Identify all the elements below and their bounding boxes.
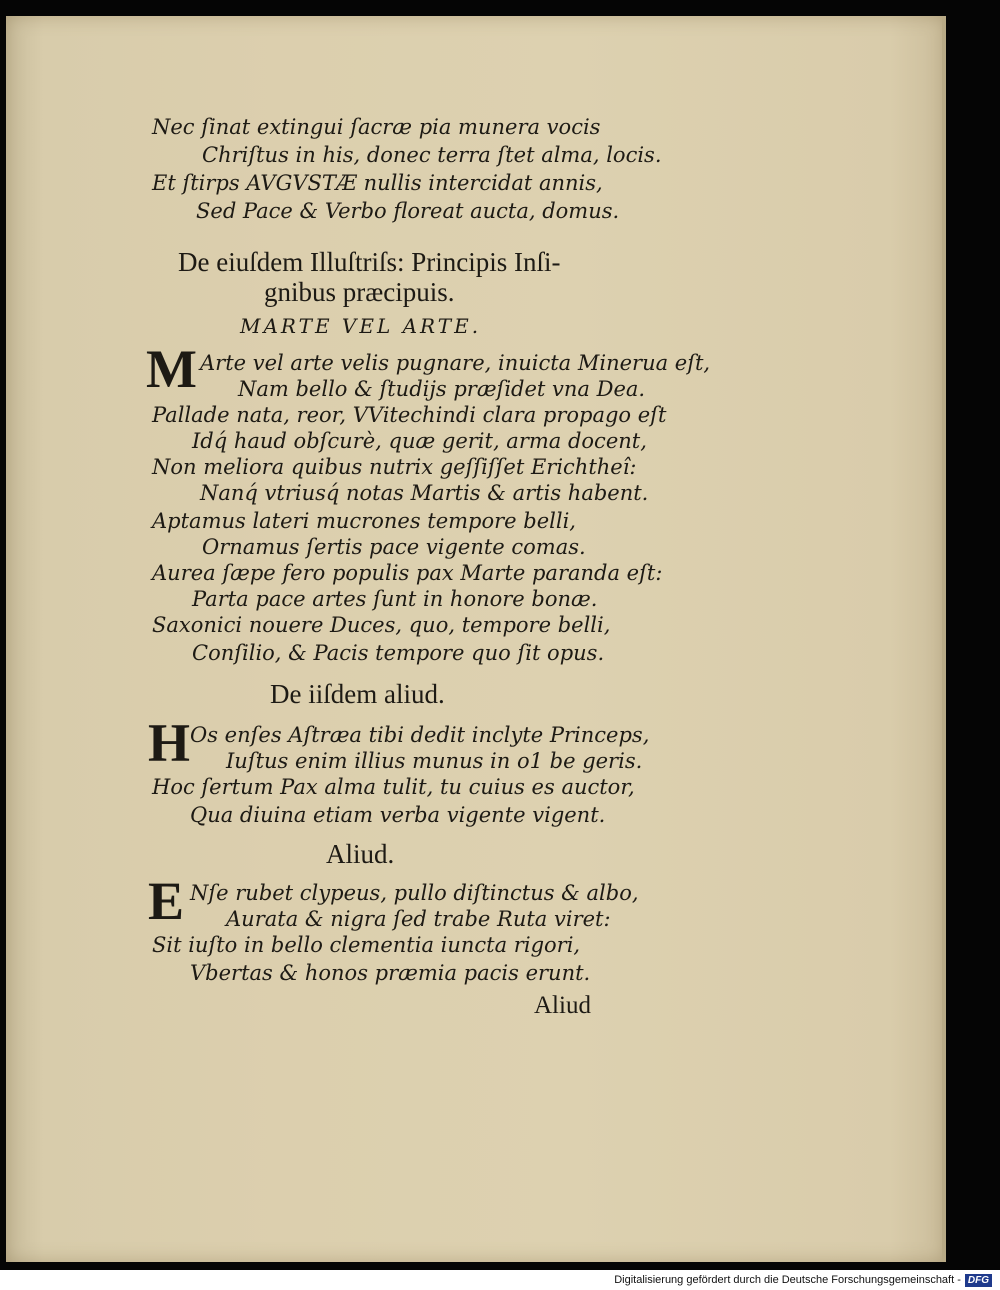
stanza1-line-4: Sed Pace & Verbo floreat aucta, domus. — [196, 199, 620, 223]
heading-aliud: Aliud. — [326, 839, 395, 869]
dfg-logo[interactable]: DFG — [965, 1274, 992, 1287]
poem1-line-3: Pallade nata, reor, VVitechindi clara propago eſt — [152, 403, 667, 427]
poem1-line-10: Parta pace artes ſunt in honore bonæ. — [192, 587, 598, 611]
stanza1-line-1: Nec ſinat extingui ſacræ pia munera vocis — [152, 115, 601, 139]
poem1-line-1: Arte vel arte velis pugnare, inuicta Minerua eſt, — [200, 351, 711, 375]
dropcap-h: H — [148, 713, 191, 773]
attribution-footer — [614, 1272, 992, 1288]
dropcap-m: M — [146, 339, 197, 399]
poem1-line-7: Aptamus lateri mucrones tempore belli, — [152, 509, 576, 533]
poem3-line-3: Sit iuſto in bello clementia iuncta rigori, — [152, 933, 581, 957]
poem1-line-12: Conſilio, & Pacis tempore quo ſit opus. — [192, 641, 605, 665]
poem1-line-11: Saxonici nouere Duces, quo, tempore belli, — [152, 613, 611, 637]
motto: MARTE VEL ARTE. — [240, 314, 482, 338]
poem1-line-8: Ornamus ſertis pace vigente comas. — [202, 535, 586, 559]
heading-de-iisdem: De iiſdem aliud. — [270, 679, 445, 709]
poem1-line-5: Non meliora quibus nutrix geſſiſſet Erichtheî: — [152, 455, 637, 479]
poem2-line-3: Hoc ſertum Pax alma tulit, tu cuius es auctor, — [152, 775, 635, 799]
book-page — [6, 16, 946, 1262]
heading-insignibus-line-2: gnibus præcipuis. — [264, 277, 455, 307]
poem3-line-2: Aurata & nigra ſed trabe Ruta viret: — [226, 907, 611, 931]
poem3-line-4: Vbertas & honos præmia pacis erunt. — [190, 961, 591, 985]
attribution-text: Digitalisierung gefördert durch die Deutsche Forschungsgemeinschaft - — [614, 1274, 961, 1286]
stanza1-line-3: Et ſtirps AVGVSTÆ nullis intercidat annis, — [152, 171, 603, 195]
poem2-line-1: Os enſes Aſtræa tibi dedit inclyte Princeps, — [190, 723, 650, 747]
heading-insignibus-line-1: De eiuſdem Illuſtriſs: Principis Inſi- — [178, 247, 561, 277]
poem1-line-2: Nam bello & ſtudijs præſidet vna Dea. — [238, 377, 646, 401]
catchword: Aliud — [534, 992, 591, 1019]
poem2-line-4: Qua diuina etiam verba vigente vigent. — [190, 803, 606, 827]
poem1-line-9: Aurea ſæpe fero populis pax Marte paranda eſt: — [152, 561, 663, 585]
dropcap-e: E — [148, 871, 185, 931]
poem1-line-4: Idq́ haud obſcurè, quæ gerit, arma docent, — [192, 429, 647, 453]
poem2-line-2: Iuſtus enim illius munus in o1 be geris. — [226, 749, 643, 773]
stanza1-line-2: Chriſtus in his, donec terra ſtet alma, locis. — [202, 143, 662, 167]
poem1-line-6: Nanq́ vtriusq́ notas Martis & artis habent. — [200, 481, 649, 505]
poem3-line-1: Nſe rubet clypeus, pullo diſtinctus & albo, — [190, 881, 639, 905]
page-edge — [942, 16, 946, 1262]
